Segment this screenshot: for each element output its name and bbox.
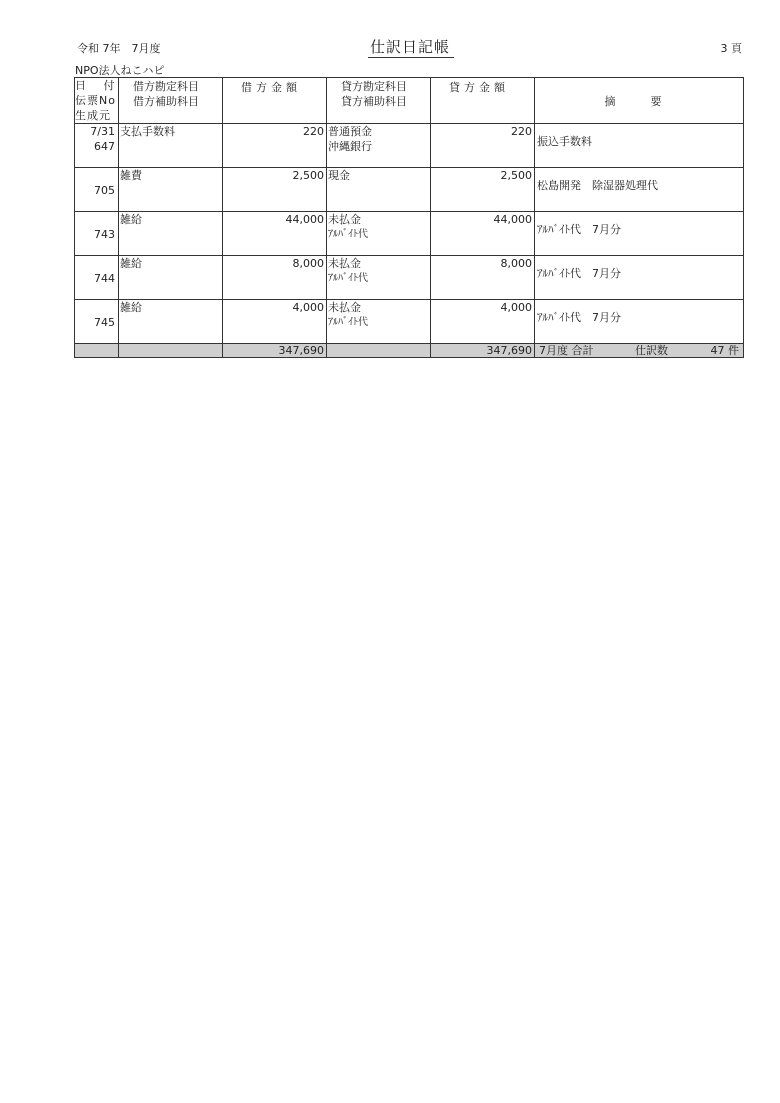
debit-account-cell (119, 168, 223, 212)
header-credit-account-cell (327, 78, 431, 124)
period-label: 令和 7年 7月度 (77, 42, 161, 55)
credit-account-cell (327, 256, 431, 300)
header-credit-sub: 貸方補助科目 (341, 95, 407, 108)
entry-date (75, 168, 115, 183)
debit-account-cell (119, 300, 223, 344)
header-credit-account: 貸方勘定科目 (341, 80, 407, 93)
header-description: 摘 要 (535, 78, 744, 124)
entry-date (75, 300, 115, 315)
debit-amount: 4,000 (223, 300, 327, 344)
credit-total: 347,690 (431, 344, 535, 358)
date-cell (75, 256, 119, 300)
table-header-row (75, 78, 744, 124)
credit-amount: 220 (431, 124, 535, 168)
total-empty-credit-account (327, 344, 431, 358)
total-row (75, 344, 744, 358)
header-debit-account-cell (119, 78, 223, 124)
total-label: 7月度 合計 (539, 344, 594, 357)
header-debit-amount: 借方金額 (223, 78, 327, 124)
entry-description: ｱﾙﾊﾞｲﾄ代 7月分 (537, 267, 621, 280)
description-cell (535, 256, 744, 300)
credit-account-cell (327, 124, 431, 168)
debit-account-cell (119, 256, 223, 300)
debit-total: 347,690 (223, 344, 327, 358)
total-description (535, 344, 744, 358)
credit-amount: 4,000 (431, 300, 535, 344)
table-row (75, 256, 744, 300)
debit-account: 雑費 (120, 169, 142, 182)
credit-amount: 8,000 (431, 256, 535, 300)
entry-description: 振込手数料 (537, 135, 592, 148)
entry-description: ｱﾙﾊﾞｲﾄ代 7月分 (537, 311, 621, 324)
entry-voucher-no: 647 (94, 140, 115, 153)
credit-account: 未払金 (328, 257, 361, 270)
header-debit-sub: 借方補助科目 (133, 95, 199, 108)
entry-voucher-no: 743 (94, 228, 115, 241)
entry-voucher-no: 705 (94, 184, 115, 197)
debit-account-cell (119, 212, 223, 256)
debit-amount: 8,000 (223, 256, 327, 300)
credit-account-cell (327, 300, 431, 344)
entry-count-label: 仕訳数 (635, 344, 668, 357)
header-date-cell (75, 78, 119, 124)
date-cell (75, 124, 119, 168)
debit-account: 雑給 (120, 257, 142, 270)
credit-account: 未払金 (328, 213, 361, 226)
description-cell (535, 168, 744, 212)
credit-sub-account: 沖縄銀行 (328, 140, 372, 153)
header-source: 生成元 (75, 109, 111, 122)
debit-amount: 2,500 (223, 168, 327, 212)
credit-amount: 2,500 (431, 168, 535, 212)
journal-table (74, 77, 744, 358)
entry-count: 47 件 (710, 344, 739, 357)
header-credit-amount: 貸方金額 (431, 78, 535, 124)
total-empty-date (75, 344, 119, 358)
entry-description: 松島開発 除湿器処理代 (537, 179, 658, 192)
company-name: NPO法人ねこハピ (75, 64, 165, 77)
debit-amount: 220 (223, 124, 327, 168)
credit-account: 現金 (328, 169, 350, 182)
header-date: 日 付 (75, 79, 116, 92)
table-row (75, 168, 744, 212)
entry-date: 7/31 (90, 125, 115, 138)
table-row (75, 124, 744, 168)
date-cell (75, 168, 119, 212)
credit-sub-account: ｱﾙﾊﾞｲﾄ代 (328, 317, 368, 328)
credit-account-cell (327, 168, 431, 212)
debit-account: 雑給 (120, 301, 142, 314)
table-row (75, 300, 744, 344)
date-cell (75, 300, 119, 344)
entry-voucher-no: 744 (94, 272, 115, 285)
credit-account: 普通預金 (328, 125, 372, 138)
entry-description: ｱﾙﾊﾞｲﾄ代 7月分 (537, 223, 621, 236)
description-cell (535, 212, 744, 256)
header-voucher-no: 伝票No (75, 94, 116, 107)
debit-amount: 44,000 (223, 212, 327, 256)
entry-date (75, 212, 115, 227)
debit-account: 支払手数料 (120, 125, 175, 138)
credit-account-cell (327, 212, 431, 256)
header-debit-account: 借方勘定科目 (133, 80, 199, 93)
page-title: 仕訳日記帳 (368, 36, 454, 58)
table-row (75, 212, 744, 256)
credit-account: 未払金 (328, 301, 361, 314)
total-empty-debit-account (119, 344, 223, 358)
debit-account: 雑給 (120, 213, 142, 226)
credit-amount: 44,000 (431, 212, 535, 256)
description-cell (535, 124, 744, 168)
entry-date (75, 256, 115, 271)
debit-account-cell (119, 124, 223, 168)
credit-sub-account: ｱﾙﾊﾞｲﾄ代 (328, 273, 368, 284)
date-cell (75, 212, 119, 256)
credit-sub-account: ｱﾙﾊﾞｲﾄ代 (328, 229, 368, 240)
description-cell (535, 300, 744, 344)
page-number: 3 頁 (720, 42, 742, 55)
entry-voucher-no: 745 (94, 316, 115, 329)
